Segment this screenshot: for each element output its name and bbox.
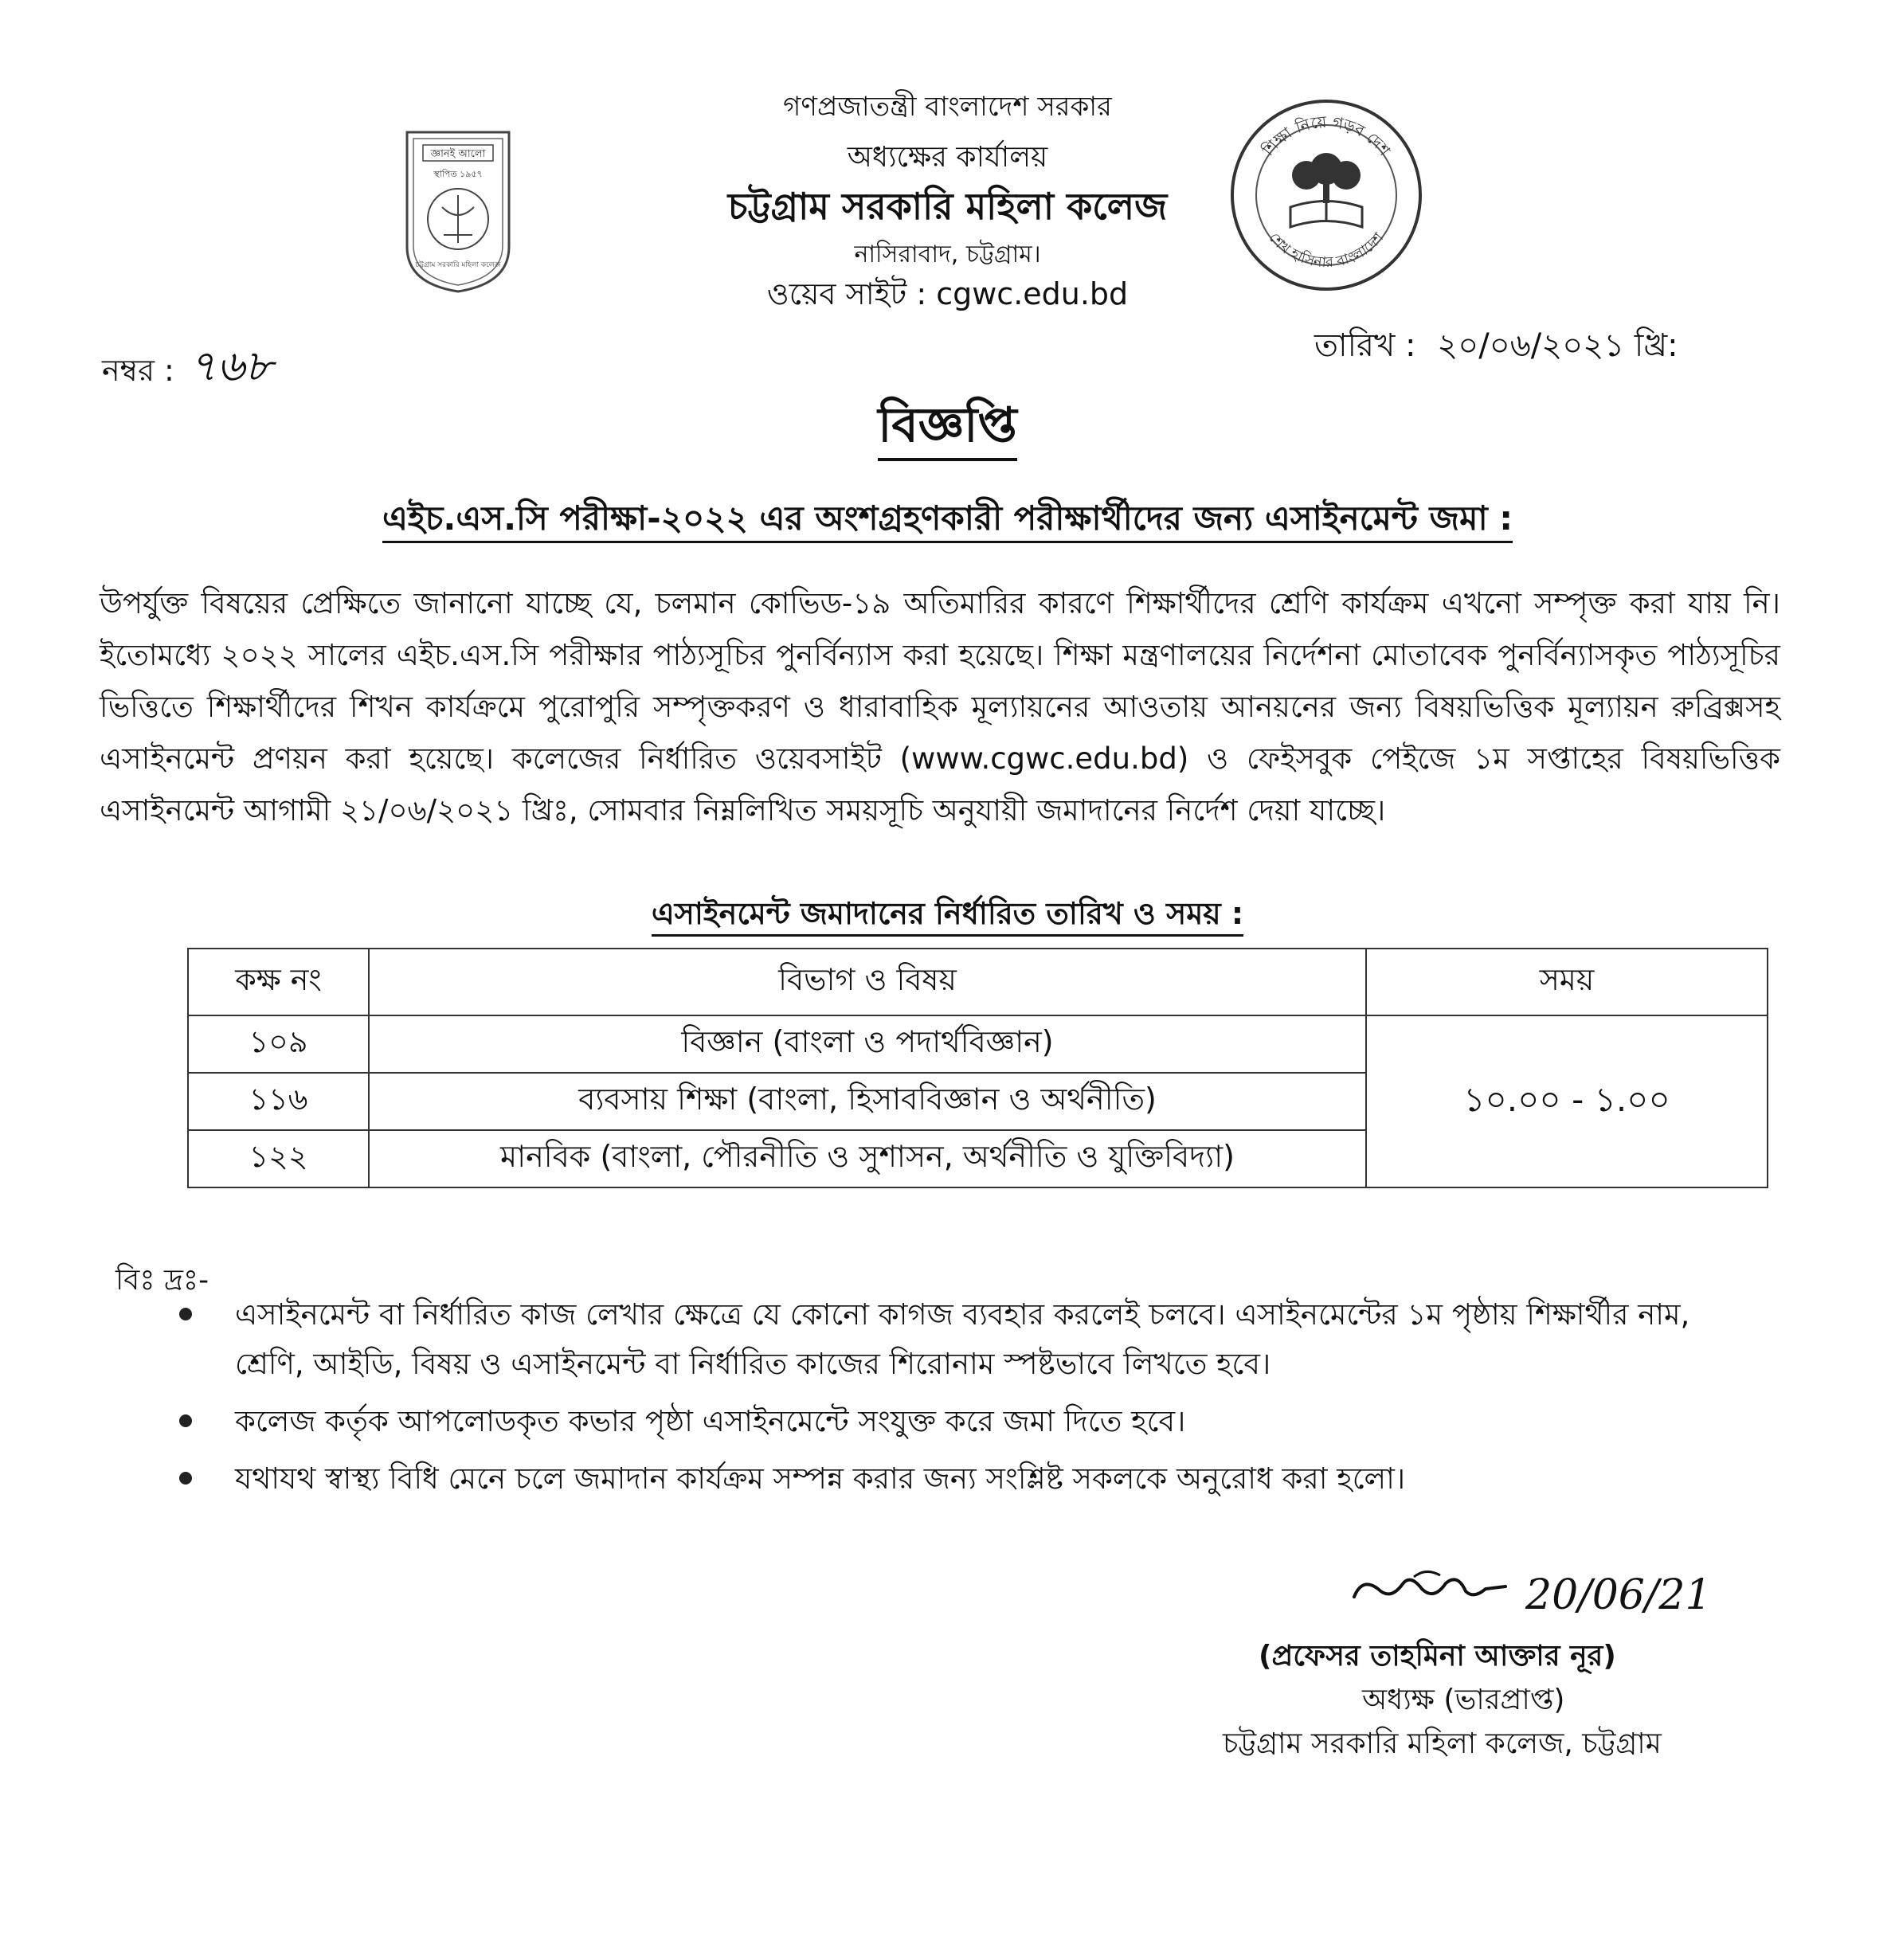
signatory-designation: অধ্যক্ষ (ভারপ্রাপ্ত) [1362,1684,1565,1716]
table-heading: এসাইনমেন্ট জমাদানের নির্ধারিত তারিখ ও সময় : [652,896,1243,937]
handwritten-signature [1346,1553,1792,1625]
date-label: তারিখ : [1314,327,1416,364]
college-website: ওয়েব সাইট : cgwc.edu.bd [766,276,1129,311]
table-header-row [188,949,1768,1015]
notice-subject-wrap [0,492,1895,549]
reference-label: নম্বর : [102,353,174,388]
subject-cell: বিজ্ঞান (বাংলা ও পদার্থবিজ্ঞান) [369,1015,1366,1073]
notice-subject: এইচ.এস.সি পরীক্ষা-২০২২ এর অংশগ্রহণকারী পরীক্ষার্থীদের জন্য এসাইনমেন্ট জমা : [382,499,1513,543]
list-item [179,1397,1740,1446]
header-room: কক্ষ নং [188,949,369,1015]
notice-title: বিজ্ঞপ্তি [878,397,1016,461]
subject-cell: মানবিক (বাংলা, পৌরনীতি ও সুশাসন, অর্থনীতি ও যুক্তিবিদ্যা) [369,1130,1366,1187]
list-item [179,1290,1740,1389]
table-heading-wrap [0,890,1895,941]
svg-text:স্থাপিত ১৯৫৭: স্থাপিত ১৯৫৭ [433,169,483,179]
notice-body: উপর্যুক্ত বিষয়ের প্রেক্ষিতে জানানো যাচ্ছে যে, চলমান কোভিড-১৯ অতিমারির কারণে শিক্ষার্থীদের শ্রেণি কার্যক্রম এখনো সম্পৃক্ত করা যায় নি। ইতোমধ্যে ২০২২ সালের এইচ.এস.সি পরীক্ষার পাঠ্যসূচির পুনর্বিন্যাস করা হয়েছে। শিক্ষা মন্ত্রণালয়ের নির্দেশনা মোতাবেক পুনর্বিন্যাসকৃত পাঠ্যসূচির ভিত্তিতে শিক্ষার্থীদের শিখন কার্যক্রমে পুরোপুরি সম্পৃক্তকরণ ও ধারাবাহিক মূল্যায়নের আওতায় আনয়নের জন্য বিষয়ভিত্তিক মূল্যায়ন রুব্রিক্সসহ এসাইনমেন্ট প্রণয়ন করা হয়েছে। কলেজের নির্ধারিত ওয়েবসাইট (www.cgwc.edu.bd) ও ফেইসবুক পেইজে ১ম সপ্তাহের বিষয়ভিত্তিক এসাইনমেন্ট আগামী ২১/০৬/২০২১ খ্রিঃ, সোমবার নিম্নলিখিত সময়সূচি অনুযায়ী জমাদানের নির্দেশ দেয়া যাচ্ছে। [100,586,1780,827]
notice-title-wrap [0,389,1895,468]
note-text: যথাযথ স্বাস্থ্য বিধি মেনে চলে জমাদান কার্যক্রম সম্পন্ন করার জন্য সংশ্লিষ্ট সকলকে অনুরোধ করা হলো। [235,1461,1406,1496]
notice-date [1314,320,1678,374]
table-row [188,1015,1768,1073]
signatory-name: (প্রফেসর তাহমিনা আক্তার নূর) [1259,1640,1616,1672]
svg-text:জ্ঞানই আলো: জ্ঞানই আলো [430,148,486,160]
room-cell: ১০৯ [188,1015,369,1073]
time-cell: ১০.০০ - ১.০০ [1366,1015,1768,1187]
note-text: কলেজ কর্তৃক আপলোডকৃত কভার পৃষ্ঠা এসাইনমেন্টে সংযুক্ত করে জমা দিতে হবে। [235,1404,1186,1438]
bullet-icon [179,1308,192,1320]
college-seal-logo [402,127,514,295]
note-text: এসাইনমেন্ট বা নির্ধারিত কাজ লেখার ক্ষেত্রে যে কোনো কাগজ ব্যবহার করলেই চলবে। এসাইনমেন্টের ১ম পৃষ্ঠায় শিক্ষার্থীর নাম, শ্রেণি, আইডি, বিষয় ও এসাইনমেন্ট বা নির্ধারিত কাজের শিরোনাম স্পষ্টভাবে লিখতে হবে। [235,1297,1690,1381]
svg-text:শেখ হাসিনার বাংলাদেশ: শেখ হাসিনার বাংলাদেশ [1265,229,1388,272]
reference-value: ৭৬৮ [188,341,273,391]
svg-text:20/06/21: 20/06/21 [1525,1571,1712,1619]
room-cell: ১২২ [188,1130,369,1187]
bullet-icon [179,1414,192,1427]
office-name: অধ্যক্ষের কার্যালয় [847,141,1048,174]
college-name: চট্টগ্রাম সরকারি মহিলা কলেজ [727,185,1168,228]
room-cell: ১১৬ [188,1073,369,1130]
header-time: সময় [1366,949,1768,1015]
education-campaign-seal [1227,96,1426,295]
svg-text:চট্টগ্রাম সরকারি মহিলা কলেজ: চট্টগ্রাম সরকারি মহিলা কলেজ [415,261,501,269]
college-address: নাসিরাবাদ, চট্টগ্রাম। [854,241,1041,268]
notes-list [179,1290,1740,1512]
schedule-table [187,948,1768,1188]
notes-label: বিঃ দ্রঃ- [116,1264,209,1297]
subject-cell: ব্যবসায় শিক্ষা (বাংলা, হিসাববিজ্ঞান ও অর্থনীতি) [369,1073,1366,1130]
date-value: ২০/০৬/২০২১ খ্রি: [1437,327,1678,364]
government-name: গণপ্রজাতন্ত্রী বাংলাদেশ সরকার [783,91,1112,123]
list-item [179,1454,1740,1504]
svg-text:শিক্ষা নিয়ে গড়ব দেশ: শিক্ষা নিয়ে গড়ব দেশ [1258,111,1395,160]
bullet-icon [179,1472,192,1485]
header-subject: বিভাগ ও বিষয় [369,949,1366,1015]
signatory-institution: চট্টগ্রাম সরকারি মহিলা কলেজ, চট্টগ্রাম [1223,1727,1662,1760]
